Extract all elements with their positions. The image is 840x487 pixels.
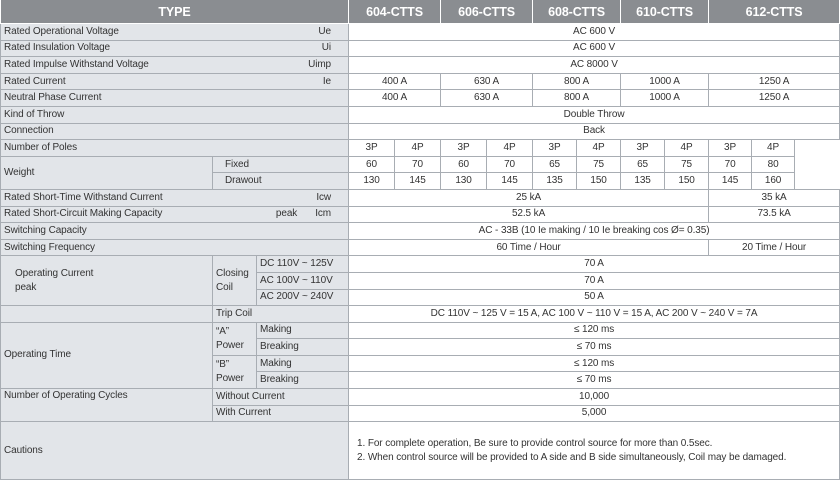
switching-frequency-row (1, 239, 840, 256)
weight-fixed-cell: 60 (349, 156, 395, 173)
weight-drawout-cell: 145 (487, 173, 533, 190)
b-making-value: ≤ 120 ms (349, 355, 840, 372)
a-making-row (1, 322, 840, 339)
weight-fixed-cell: 75 (665, 156, 709, 173)
cycles-with-label: With Current (213, 405, 349, 422)
impulse-voltage-label: Rated Impulse Withstand Voltage Uimp (1, 57, 349, 74)
switching-frequency-label: Switching Frequency (1, 239, 349, 256)
cautions-label: Cautions (1, 422, 349, 480)
making-capacity-value-a: 52.5 kA (349, 206, 709, 223)
rated-current-606: 630 A (441, 73, 533, 90)
poles-cell: 4P (395, 140, 441, 157)
poles-cell: 3P (441, 140, 487, 157)
caution-line-2: 2. When control source will be provided to A side and B side simultaneously, Coil may be damaged. (357, 451, 787, 463)
cycles-with-value: 5,000 (349, 405, 840, 422)
poles-cell: 4P (752, 140, 795, 157)
rated-current-604: 400 A (349, 73, 441, 90)
insulation-voltage-value: AC 600 V (349, 40, 840, 57)
connection-label: Connection (1, 123, 349, 140)
model-606-header: 606-CTTS (441, 0, 533, 24)
model-612-header: 612-CTTS (709, 0, 840, 24)
rated-current-610: 1000 A (621, 73, 709, 90)
weight-drawout-label: Drawout (213, 173, 349, 190)
caution-line-1: 1. For complete operation, Be sure to provide control source for more than 0.5sec. (357, 437, 713, 449)
weight-drawout-cell: 135 (621, 173, 665, 190)
weight-drawout-cell: 135 (533, 173, 577, 190)
neutral-current-610: 1000 A (621, 90, 709, 107)
making-capacity-row (1, 206, 840, 223)
a-making-value: ≤ 120 ms (349, 322, 840, 339)
closing-ac100-label: AC 100V ~ 110V (257, 272, 349, 289)
model-604-header: 604-CTTS (349, 0, 441, 24)
b-breaking-value: ≤ 70 ms (349, 372, 840, 389)
neutral-current-606: 630 A (441, 90, 533, 107)
weight-label: Weight (1, 156, 213, 189)
a-making-label: Making (257, 322, 349, 339)
insulation-voltage-label: Rated Insulation Voltage Ui (1, 40, 349, 57)
weight-fixed-cell: 65 (533, 156, 577, 173)
rated-voltage-label: Rated Operational Voltage Ue (1, 24, 349, 41)
b-breaking-label: Breaking (257, 372, 349, 389)
poles-cell: 4P (577, 140, 621, 157)
a-breaking-label: Breaking (257, 339, 349, 356)
short-time-label: Rated Short-Time Withstand Current Icw (1, 189, 349, 206)
neutral-current-608: 800 A (533, 90, 621, 107)
insulation-voltage-row (1, 40, 840, 57)
rated-current-row (1, 73, 840, 90)
operating-time-label: Operating Time (1, 322, 213, 388)
poles-row (1, 140, 840, 157)
weight-drawout-cell: 130 (441, 173, 487, 190)
closing-dc-row (1, 256, 840, 273)
weight-fixed-row (1, 156, 840, 173)
cycles-without-label: Without Current (213, 389, 349, 406)
a-power-label: “A” Power (213, 322, 257, 355)
switching-capacity-row (1, 223, 840, 240)
weight-fixed-cell: 70 (709, 156, 752, 173)
closing-ac200-value: 50 A (349, 289, 840, 306)
a-breaking-value: ≤ 70 ms (349, 339, 840, 356)
cycles-without-value: 10,000 (349, 389, 840, 406)
header-row (1, 0, 840, 24)
model-610-header: 610-CTTS (621, 0, 709, 24)
neutral-current-label: Neutral Phase Current (1, 90, 349, 107)
weight-fixed-cell: 70 (487, 156, 533, 173)
b-power-label: “B” Power (213, 355, 257, 388)
weight-fixed-cell: 60 (441, 156, 487, 173)
impulse-voltage-value: AC 8000 V (349, 57, 840, 74)
poles-cell: 3P (709, 140, 752, 157)
short-time-value-a: 25 kA (349, 189, 709, 206)
poles-cell: 3P (349, 140, 395, 157)
b-making-label: Making (257, 355, 349, 372)
switching-frequency-value-b: 20 Time / Hour (709, 239, 840, 256)
kind-of-throw-row (1, 106, 840, 123)
closing-ac200-label: AC 200V ~ 240V (257, 289, 349, 306)
connection-row (1, 123, 840, 140)
impulse-voltage-row (1, 57, 840, 74)
poles-label: Number of Poles (1, 140, 349, 157)
rated-voltage-row (1, 24, 840, 41)
weight-drawout-cell: 145 (395, 173, 441, 190)
model-608-header: 608-CTTS (533, 0, 621, 24)
weight-fixed-cell: 80 (752, 156, 795, 173)
rated-current-612: 1250 A (709, 73, 840, 90)
rated-current-608: 800 A (533, 73, 621, 90)
cautions-row (1, 422, 840, 480)
kind-of-throw-label: Kind of Throw (1, 106, 349, 123)
operating-current-label: Operating Current peak (1, 256, 213, 306)
poles-cell: 4P (665, 140, 709, 157)
weight-drawout-cell: 130 (349, 173, 395, 190)
rated-current-label: Rated Current Ie (1, 73, 349, 90)
closing-dc-value: 70 A (349, 256, 840, 273)
weight-fixed-cell: 65 (621, 156, 665, 173)
trip-coil-row (1, 306, 840, 323)
cycles-without-row (1, 389, 840, 406)
closing-coil-label: Closing Coil (213, 256, 257, 306)
rated-voltage-value: AC 600 V (349, 24, 840, 41)
trip-coil-label: Trip Coil (213, 306, 349, 323)
poles-cell: 3P (621, 140, 665, 157)
neutral-current-604: 400 A (349, 90, 441, 107)
weight-fixed-cell: 70 (395, 156, 441, 173)
short-time-value-b: 35 kA (709, 189, 840, 206)
cycles-label: Number of Operating Cycles (1, 389, 213, 422)
type-header: TYPE (1, 0, 349, 24)
closing-ac100-value: 70 A (349, 272, 840, 289)
weight-drawout-cell: 150 (577, 173, 621, 190)
weight-drawout-cell: 160 (752, 173, 795, 190)
weight-drawout-cell: 145 (709, 173, 752, 190)
neutral-current-row (1, 90, 840, 107)
cautions-text (349, 422, 840, 480)
short-time-row (1, 189, 840, 206)
weight-fixed-cell: 75 (577, 156, 621, 173)
trip-coil-spacer (1, 306, 213, 323)
neutral-current-612: 1250 A (709, 90, 840, 107)
weight-fixed-label: Fixed (213, 156, 349, 173)
poles-cell: 3P (533, 140, 577, 157)
making-capacity-value-b: 73.5 kA (709, 206, 840, 223)
switching-frequency-value-a: 60 Time / Hour (349, 239, 709, 256)
kind-of-throw-value: Double Throw (349, 106, 840, 123)
closing-dc-label: DC 110V ~ 125V (257, 256, 349, 273)
switching-capacity-value: AC - 33B (10 Ie making / 10 Ie breaking cos Ø= 0.35) (349, 223, 840, 240)
weight-drawout-cell: 150 (665, 173, 709, 190)
switching-capacity-label: Switching Capacity (1, 223, 349, 240)
making-capacity-label: Rated Short-Circuit Making Capacity peak Icm (1, 206, 349, 223)
trip-coil-value: DC 110V ~ 125 V = 15 A, AC 100 V ~ 110 V = 15 A, AC 200 V ~ 240 V = 7A (349, 306, 840, 323)
connection-value: Back (349, 123, 840, 140)
poles-cell: 4P (487, 140, 533, 157)
